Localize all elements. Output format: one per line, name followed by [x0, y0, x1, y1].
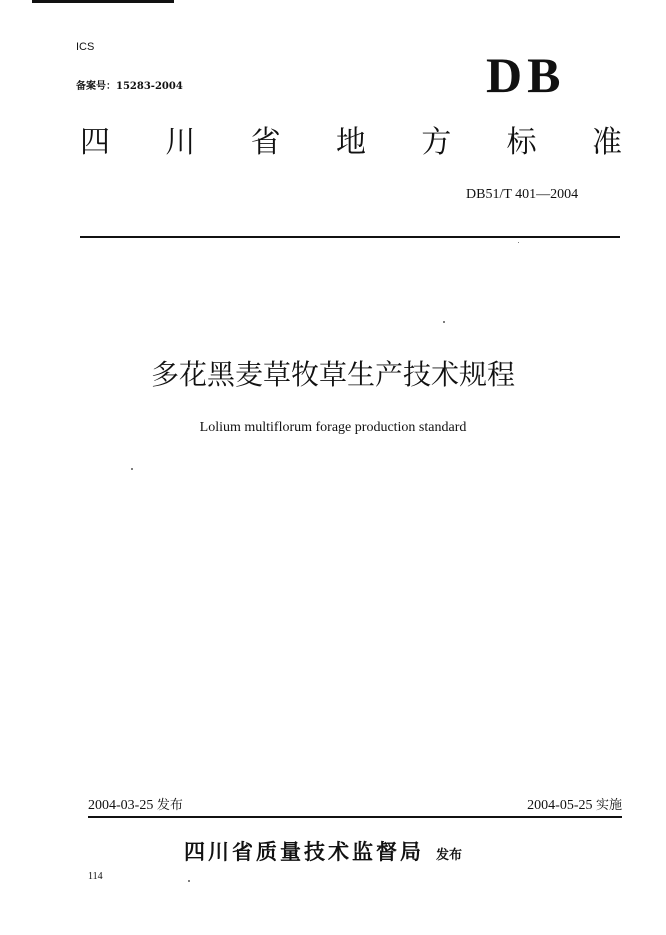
- release-date: 2004-03-25: [88, 798, 154, 813]
- implement-date: 2004-05-25: [527, 798, 593, 813]
- footer-divider: [88, 816, 622, 818]
- implement-label: 实施: [595, 798, 622, 813]
- scan-speck: [443, 321, 445, 323]
- standard-title-char: 川: [165, 125, 196, 160]
- standard-title: [80, 125, 622, 160]
- ics-label: ICS: [76, 41, 95, 53]
- release-label: 发布: [156, 798, 183, 813]
- standard-title-char: 省: [250, 125, 281, 160]
- standard-title-char: 准: [591, 125, 622, 160]
- scan-speck: [188, 880, 190, 882]
- document-subtitle: Lolium multiflorum forage production standard: [199, 420, 467, 435]
- release-date-group: [88, 794, 183, 814]
- issuer-line: [184, 836, 462, 866]
- standard-code: DB51/T 401—2004: [466, 187, 579, 202]
- record-number: 备案号：15283-2004: [76, 81, 183, 92]
- issuer-name: 四川省质量技术监督局: [184, 840, 424, 864]
- scan-speck: [518, 242, 519, 243]
- header-divider: [80, 236, 620, 238]
- standard-title-char: 四: [80, 125, 110, 160]
- issuer-action: 发布: [436, 848, 463, 863]
- page-number: 114: [88, 871, 103, 882]
- standard-title-char: 地: [335, 125, 366, 160]
- implement-date-group: [527, 794, 622, 814]
- document-title: 多花黑麦草牧草生产技术规程: [150, 358, 515, 391]
- standard-title-char: 方: [421, 125, 452, 160]
- db-mark: DB: [486, 47, 566, 103]
- scan-speck: [131, 468, 133, 470]
- date-row: [88, 794, 622, 814]
- standard-title-char: 标: [506, 125, 537, 160]
- top-edge-bar: [32, 0, 174, 3]
